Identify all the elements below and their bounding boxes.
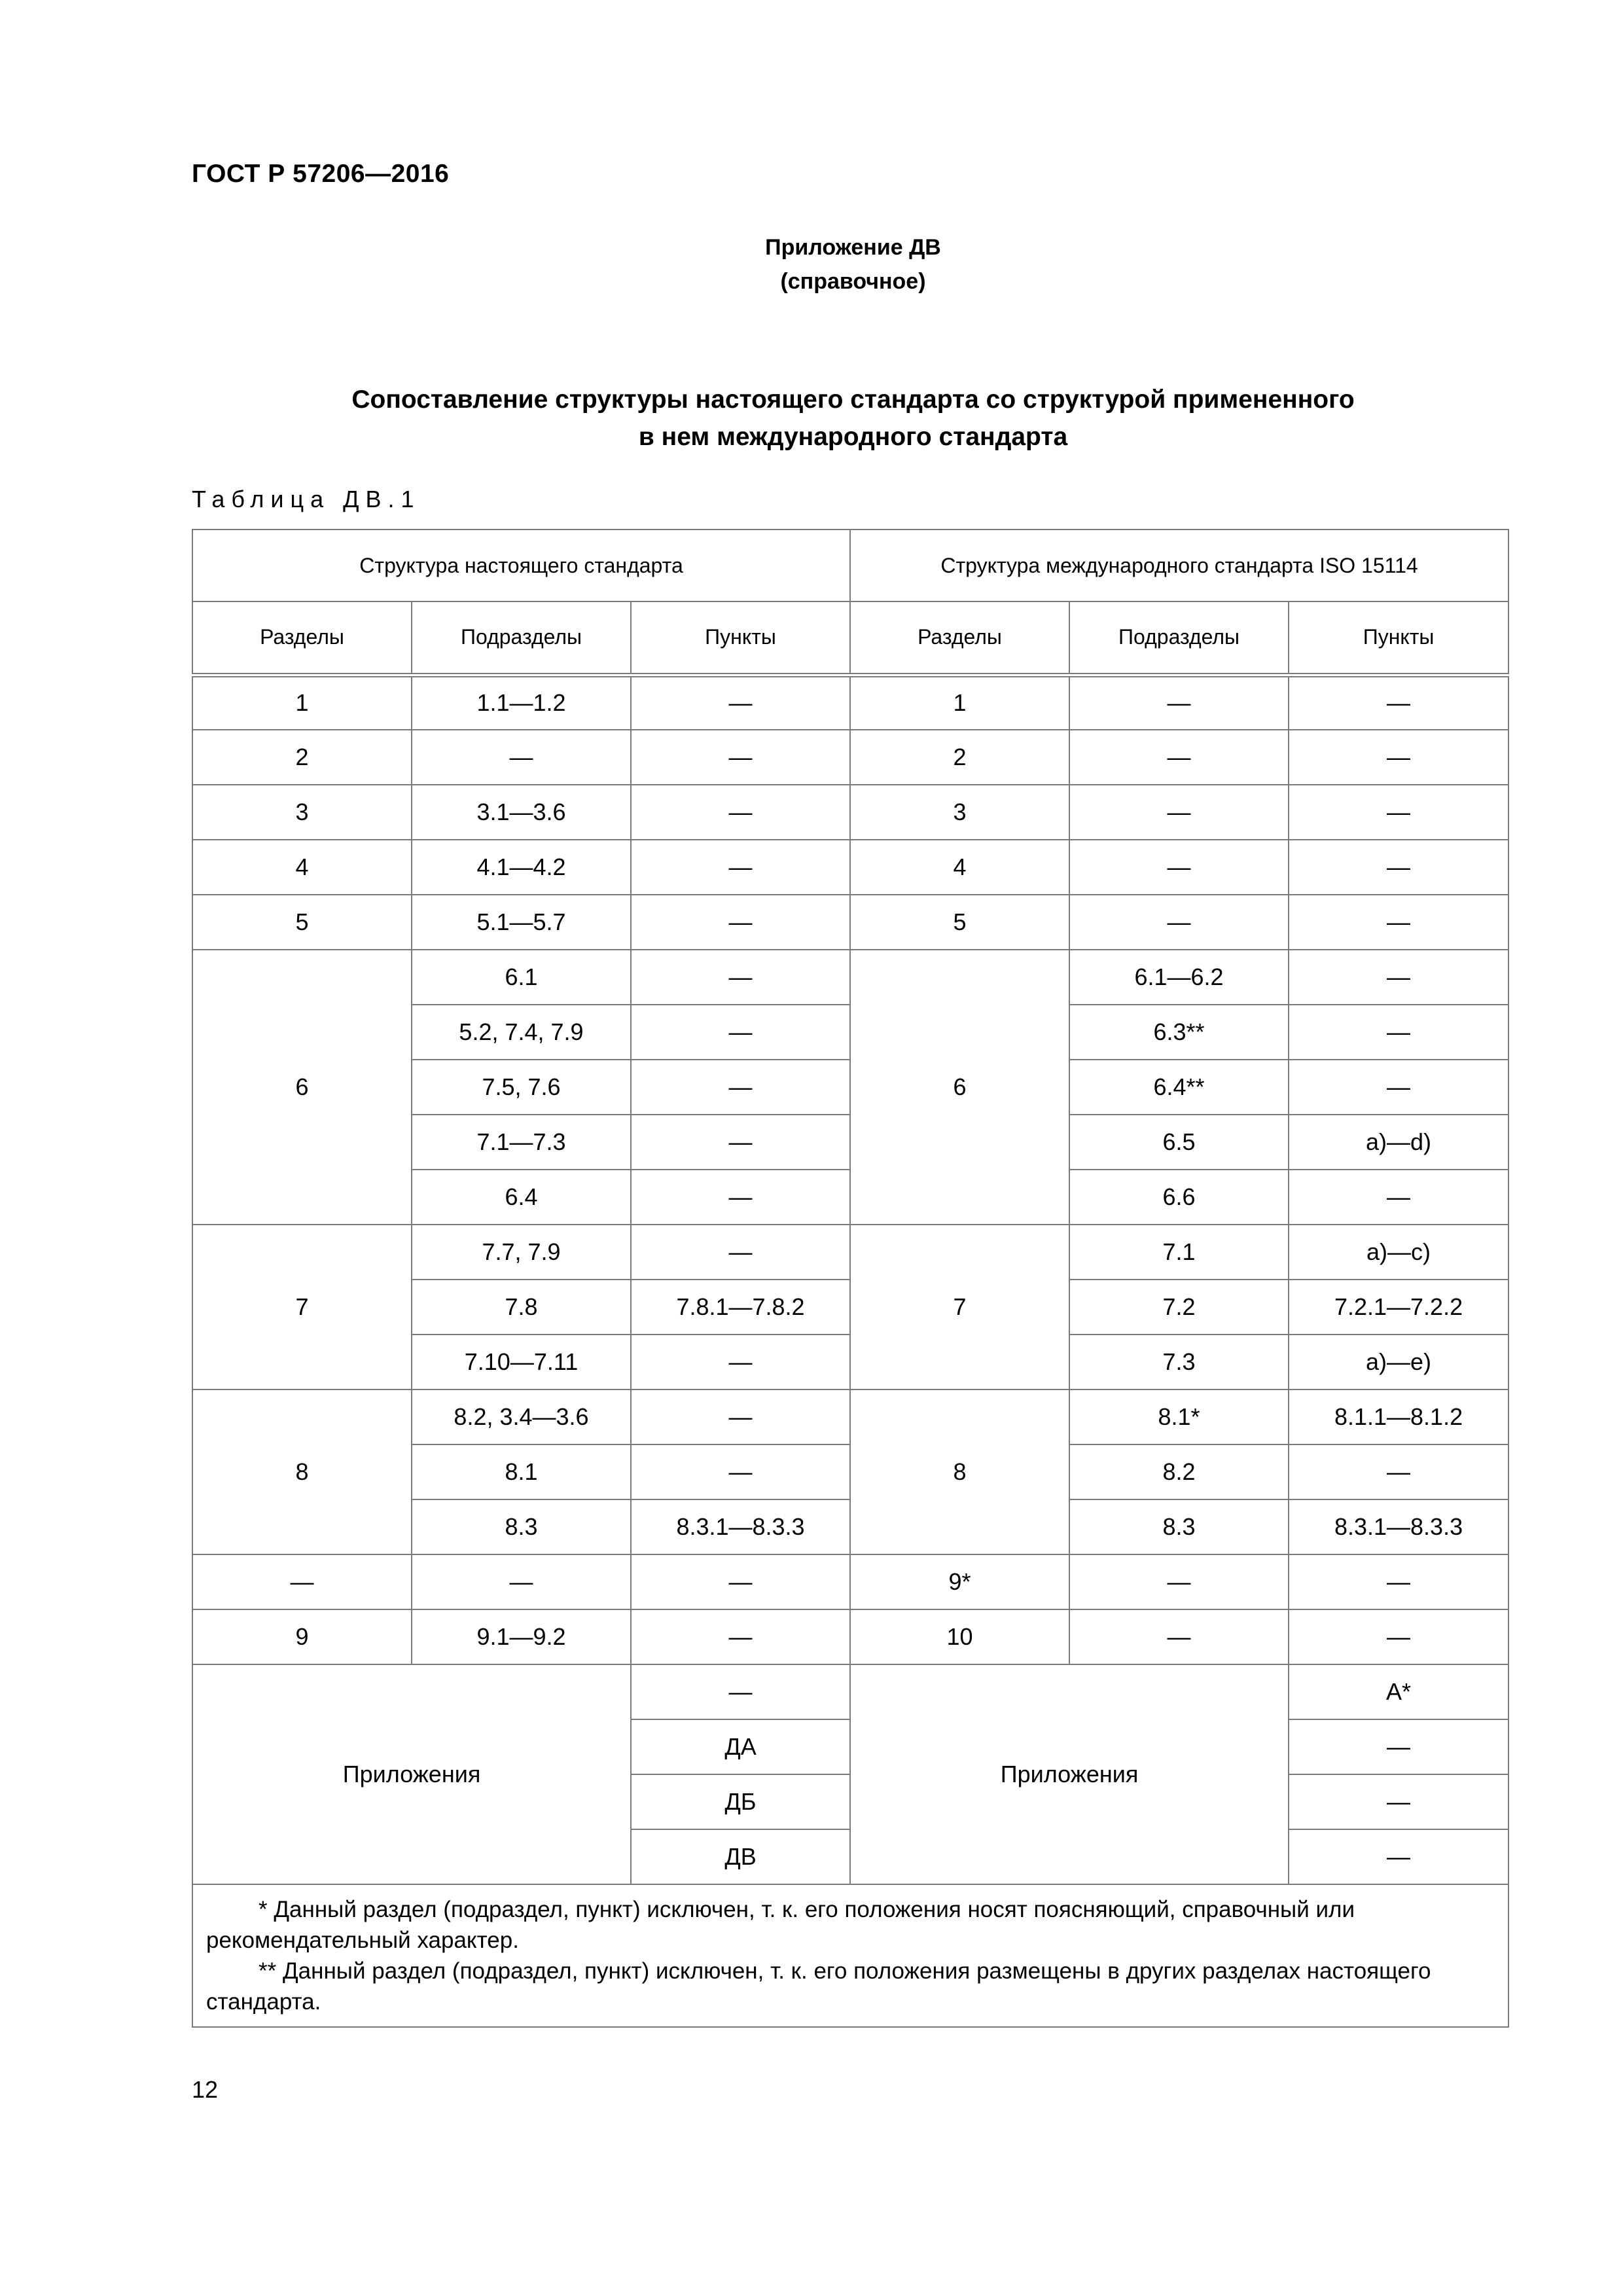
- table-cell: 7.10—7.11: [412, 1335, 631, 1390]
- table-cell: —: [412, 1554, 631, 1609]
- table-cell: —: [1289, 1005, 1508, 1060]
- table-cell: —: [412, 730, 631, 785]
- annexes-label-right: Приложения: [850, 1664, 1289, 1884]
- table-group-header-row: [192, 529, 1508, 601]
- table-caption: Таблица ДВ.1: [192, 486, 421, 512]
- table-cell: —: [1069, 785, 1289, 840]
- table-cell: 6.1: [412, 950, 631, 1005]
- table-cell: 6.4**: [1069, 1060, 1289, 1115]
- table-cell: —: [1289, 1170, 1508, 1225]
- table-cell: —: [631, 675, 850, 730]
- footnote-double-asterisk: ** Данный раздел (подраздел, пункт) исключен, т. к. его положения размещены в других разделах настоящего стандарта.: [206, 1958, 1431, 2015]
- table-cell: 7.7, 7.9: [412, 1225, 631, 1280]
- page-number: 12: [192, 2076, 219, 2103]
- column-header: Пункты: [631, 601, 850, 675]
- table-cell: —: [631, 1554, 850, 1609]
- table-cell: 9.1—9.2: [412, 1609, 631, 1664]
- table-cell: 3.1—3.6: [412, 785, 631, 840]
- table-cell: —: [631, 950, 850, 1005]
- table-cell: ДВ: [631, 1829, 850, 1884]
- section-cell: 6: [850, 950, 1069, 1225]
- footnote-single-asterisk: * Данный раздел (подраздел, пункт) исключен, т. к. его положения носят поясняющий, справочный или рекомендательный характер.: [206, 1897, 1355, 1953]
- group-header-right: Структура международного стандарта ISO 15114: [850, 529, 1508, 601]
- table-cell: —: [1069, 675, 1289, 730]
- section-cell: 8: [192, 1390, 412, 1554]
- annex-name: Приложение ДВ: [765, 235, 941, 260]
- annexes-label-left: Приложения: [192, 1664, 631, 1884]
- table-cell: 8.3: [412, 1499, 631, 1554]
- table-cell: —: [1069, 730, 1289, 785]
- table-cell: 8.2, 3.4—3.6: [412, 1390, 631, 1444]
- table-cell: а)—d): [1289, 1115, 1508, 1170]
- table-cell: —: [631, 1170, 850, 1225]
- table-cell: —: [631, 1609, 850, 1664]
- document-code: ГОСТ Р 57206—2016: [192, 160, 450, 188]
- table-cell: —: [1289, 950, 1508, 1005]
- table-cell: —: [631, 1664, 850, 1719]
- table-cell: —: [1289, 730, 1508, 785]
- table-cell: —: [631, 840, 850, 895]
- table-cell: —: [1069, 840, 1289, 895]
- table-cell: —: [631, 1225, 850, 1280]
- title-line-1: Сопоставление структуры настоящего стандарта со структурой примененного: [351, 386, 1355, 414]
- table-cell: 6.5: [1069, 1115, 1289, 1170]
- table-cell: —: [192, 1554, 412, 1609]
- group-header-left: Структура настоящего стандарта: [192, 529, 850, 601]
- column-header: Пункты: [1289, 601, 1508, 675]
- table-cell: —: [1289, 675, 1508, 730]
- table-cell: 2: [850, 730, 1069, 785]
- column-header: Подразделы: [412, 601, 631, 675]
- column-header: Разделы: [850, 601, 1069, 675]
- table-row: [192, 950, 1508, 1005]
- table-cell: 10: [850, 1609, 1069, 1664]
- table-cell: —: [1289, 785, 1508, 840]
- table-cell: ДА: [631, 1719, 850, 1774]
- table-cell: —: [1069, 1609, 1289, 1664]
- table-cell: а)—е): [1289, 1335, 1508, 1390]
- table-cell: 7.2.1—7.2.2: [1289, 1280, 1508, 1335]
- table-cell: 8.3: [1069, 1499, 1289, 1554]
- table-cell: 4: [192, 840, 412, 895]
- table-cell: 7.1—7.3: [412, 1115, 631, 1170]
- table-cell: а)—с): [1289, 1225, 1508, 1280]
- title-line-2: в нем международного стандарта: [638, 423, 1068, 451]
- table-cell: 8.3.1—8.3.3: [631, 1499, 850, 1554]
- section-cell: 8: [850, 1390, 1069, 1554]
- table-notes-row: [192, 1884, 1508, 2027]
- table-cell: 8.1*: [1069, 1390, 1289, 1444]
- table-cell: А*: [1289, 1664, 1508, 1719]
- section-cell: 7: [850, 1225, 1069, 1390]
- table-row: [192, 1225, 1508, 1280]
- table-cell: —: [1289, 895, 1508, 950]
- table-row: [192, 1554, 1508, 1609]
- table-cell: 8.3.1—8.3.3: [1289, 1499, 1508, 1554]
- column-header: Разделы: [192, 601, 412, 675]
- table-cell: 6.6: [1069, 1170, 1289, 1225]
- table-cell: —: [1289, 1829, 1508, 1884]
- table-cell: 5.2, 7.4, 7.9: [412, 1005, 631, 1060]
- table-cell: —: [631, 1444, 850, 1499]
- annex-type: (справочное): [780, 269, 926, 294]
- table-row: [192, 1390, 1508, 1444]
- table-cell: 3: [192, 785, 412, 840]
- table-cell: 5.1—5.7: [412, 895, 631, 950]
- table-cell: 6.4: [412, 1170, 631, 1225]
- section-cell: 7: [192, 1225, 412, 1390]
- column-header: Подразделы: [1069, 601, 1289, 675]
- table-row: [192, 730, 1508, 785]
- table-cell: —: [631, 730, 850, 785]
- table-cell: 9*: [850, 1554, 1069, 1609]
- table-cell: —: [1069, 895, 1289, 950]
- table-cell: 8.1: [412, 1444, 631, 1499]
- table-cell: 7.2: [1069, 1280, 1289, 1335]
- table-cell: 8.1.1—8.1.2: [1289, 1390, 1508, 1444]
- table-row: [192, 840, 1508, 895]
- table-cell: —: [1069, 1554, 1289, 1609]
- table-notes: [192, 1884, 1508, 2027]
- table-cell: —: [1289, 1609, 1508, 1664]
- table-cell: —: [1289, 1774, 1508, 1829]
- table-cell: 9: [192, 1609, 412, 1664]
- table-cell: —: [631, 895, 850, 950]
- table-cell: 1: [850, 675, 1069, 730]
- table-cell: —: [631, 1060, 850, 1115]
- annex-heading: [0, 230, 1623, 298]
- table-cell: 6.1—6.2: [1069, 950, 1289, 1005]
- table-cell: 4.1—4.2: [412, 840, 631, 895]
- table-cell: 4: [850, 840, 1069, 895]
- table-cell: 6.3**: [1069, 1005, 1289, 1060]
- table-cell: 8.2: [1069, 1444, 1289, 1499]
- table-cell: 1: [192, 675, 412, 730]
- table-row: [192, 895, 1508, 950]
- table-cell: 7.8.1—7.8.2: [631, 1280, 850, 1335]
- structure-comparison-table: [192, 529, 1509, 2028]
- table-cell: 5: [192, 895, 412, 950]
- table-cell: 7.8: [412, 1280, 631, 1335]
- table-cell: —: [631, 1390, 850, 1444]
- table-cell: —: [631, 1005, 850, 1060]
- table-cell: —: [631, 1335, 850, 1390]
- table-cell: 7.1: [1069, 1225, 1289, 1280]
- table-row: [192, 785, 1508, 840]
- table-cell: —: [1289, 1444, 1508, 1499]
- table-cell: —: [1289, 840, 1508, 895]
- section-cell: 6: [192, 950, 412, 1225]
- table-cell: 7.5, 7.6: [412, 1060, 631, 1115]
- table-cell: 3: [850, 785, 1069, 840]
- page-title: [0, 381, 1623, 456]
- table-row: [192, 675, 1508, 730]
- table-row: [192, 1664, 1508, 1719]
- table-cell: 5: [850, 895, 1069, 950]
- table-cell: ДБ: [631, 1774, 850, 1829]
- table-row: [192, 1609, 1508, 1664]
- table-cell: 1.1—1.2: [412, 675, 631, 730]
- table-cell: —: [631, 785, 850, 840]
- table-column-header-row: [192, 601, 1508, 675]
- table-cell: —: [1289, 1554, 1508, 1609]
- table-cell: —: [631, 1115, 850, 1170]
- table-cell: 7.3: [1069, 1335, 1289, 1390]
- table-cell: 2: [192, 730, 412, 785]
- table-cell: —: [1289, 1719, 1508, 1774]
- table-cell: —: [1289, 1060, 1508, 1115]
